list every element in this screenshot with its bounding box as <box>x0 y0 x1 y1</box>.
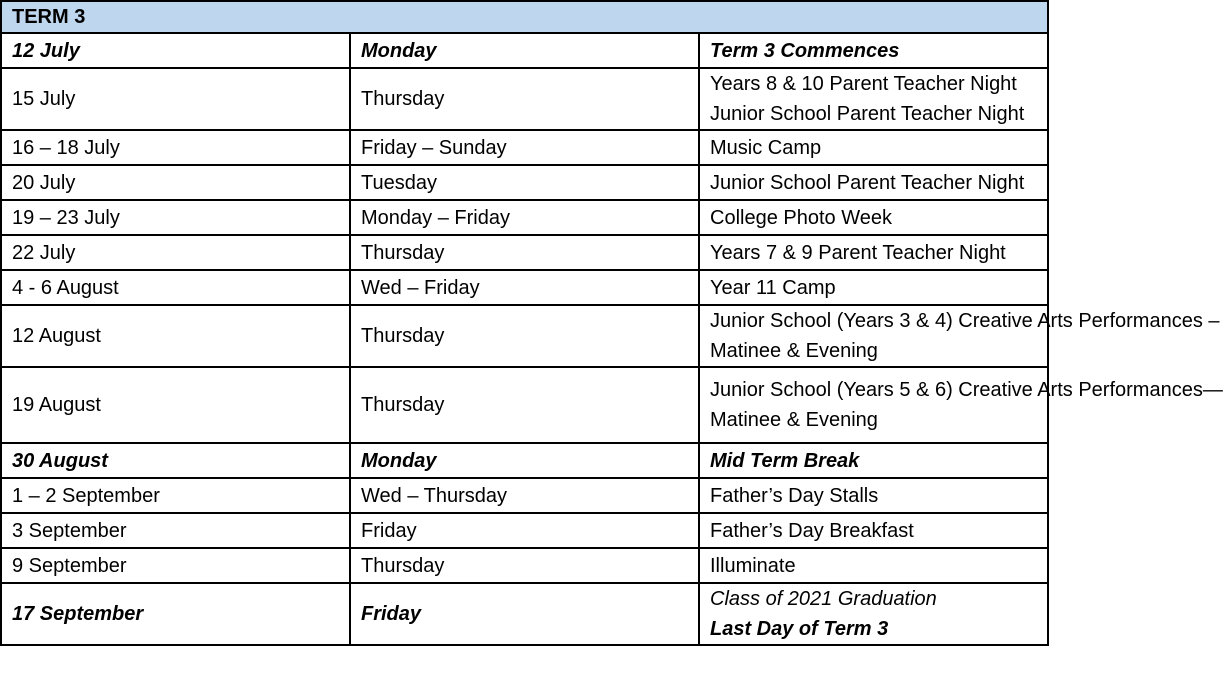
date-cell: 20 July <box>1 165 350 200</box>
date-cell: 12 August <box>1 305 350 367</box>
event-cell: Term 3 Commences <box>699 33 1048 68</box>
date-cell: 12 July <box>1 33 350 68</box>
day-cell: Thursday <box>350 235 699 270</box>
event-cell: Junior School Parent Teacher Night <box>699 165 1048 200</box>
date-cell: 15 July <box>1 68 350 130</box>
event-cell: Father’s Day Stalls <box>699 478 1048 513</box>
event-cell <box>699 68 1048 130</box>
event-cell: College Photo Week <box>699 200 1048 235</box>
day-cell: Thursday <box>350 305 699 367</box>
table-row <box>1 443 1048 478</box>
day-cell: Friday – Sunday <box>350 130 699 165</box>
date-cell: 19 – 23 July <box>1 200 350 235</box>
date-cell: 3 September <box>1 513 350 548</box>
event-cell <box>699 367 1223 443</box>
table-row <box>1 513 1048 548</box>
table-row <box>1 165 1048 200</box>
table-row <box>1 130 1048 165</box>
date-cell: 30 August <box>1 443 350 478</box>
table-row <box>1 548 1048 583</box>
event-cell: Mid Term Break <box>699 443 1048 478</box>
day-cell: Friday <box>350 513 699 548</box>
event-cell: Year 11 Camp <box>699 270 1048 305</box>
event-line: Years 8 & 10 Parent Teacher Night <box>710 73 1017 95</box>
table-row <box>1 583 1048 645</box>
table-row <box>1 478 1048 513</box>
day-cell: Tuesday <box>350 165 699 200</box>
date-cell: 22 July <box>1 235 350 270</box>
event-line: Matinee & Evening <box>710 340 878 362</box>
event-line: Matinee & Evening <box>710 409 878 431</box>
date-cell: 4 - 6 August <box>1 270 350 305</box>
event-cell <box>699 583 1048 645</box>
event-cell: Years 7 & 9 Parent Teacher Night <box>699 235 1048 270</box>
date-cell: 19 August <box>1 367 350 443</box>
date-cell: 1 – 2 September <box>1 478 350 513</box>
date-cell: 16 – 18 July <box>1 130 350 165</box>
day-cell: Wed – Thursday <box>350 478 699 513</box>
table-row <box>1 270 1048 305</box>
day-cell: Thursday <box>350 68 699 130</box>
event-line: Junior School (Years 3 & 4) Creative Arts Performances – <box>710 310 1220 332</box>
day-cell: Thursday <box>350 367 699 443</box>
event-cell: Father’s Day Breakfast <box>699 513 1048 548</box>
event-cell: Illuminate <box>699 548 1048 583</box>
table-row <box>1 367 1048 443</box>
table-row <box>1 305 1048 367</box>
event-line: Junior School (Years 5 & 6) Creative Arts Performances— <box>710 379 1223 401</box>
day-cell: Wed – Friday <box>350 270 699 305</box>
term-header-row <box>1 1 1048 33</box>
event-cell <box>699 305 1220 367</box>
day-cell: Friday <box>350 583 699 645</box>
day-cell: Monday – Friday <box>350 200 699 235</box>
event-line: Class of 2021 Graduation <box>710 588 937 610</box>
event-line: Last Day of Term 3 <box>710 618 889 640</box>
day-cell: Monday <box>350 33 699 68</box>
table-row <box>1 235 1048 270</box>
day-cell: Monday <box>350 443 699 478</box>
event-line: Junior School Parent Teacher Night <box>710 103 1025 125</box>
day-cell: Thursday <box>350 548 699 583</box>
table-row <box>1 33 1048 68</box>
date-cell: 17 September <box>1 583 350 645</box>
table-row <box>1 200 1048 235</box>
event-cell: Music Camp <box>699 130 1048 165</box>
table-row <box>1 68 1048 130</box>
date-cell: 9 September <box>1 548 350 583</box>
term-title: TERM 3 <box>1 1 1048 33</box>
